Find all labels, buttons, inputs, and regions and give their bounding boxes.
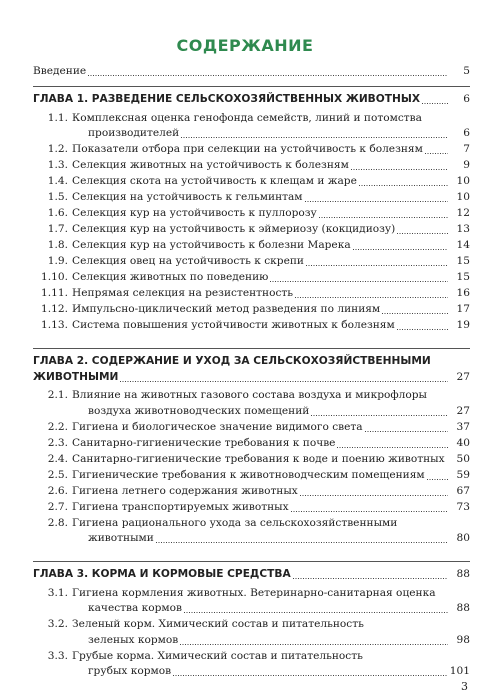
section-entry-text: Комплексная оценка генофонда семейств, линий и потомства: [72, 111, 422, 124]
chapter-rule: [33, 86, 470, 87]
section-entry-leader: [295, 297, 448, 298]
section-entry-text: Влияние на животных газового состава воздуха и микрофлоры: [72, 389, 427, 401]
section-entry-page: 59: [456, 468, 470, 481]
section-number: 3.3.: [47, 649, 68, 662]
section-entry-leader: [184, 612, 448, 613]
section-entry-leader: [365, 431, 448, 432]
section-number: 1.12.: [41, 303, 68, 315]
section-number: 2.8.: [47, 516, 68, 529]
section-entry-page: 14: [456, 239, 470, 251]
page-number: 3: [461, 680, 468, 693]
section-entry-leader: [180, 644, 448, 645]
section-entry-leader: [181, 137, 448, 138]
section-entry-page: 80: [456, 532, 470, 544]
section-entry-text: животными: [88, 532, 154, 544]
section-entry-leader: [300, 495, 448, 496]
section-entry-text: Гигиена летнего содержания животных: [72, 484, 298, 497]
chapter-title-page: 88: [456, 568, 470, 580]
chapter-title-leader: [422, 103, 448, 104]
section-entry-leader: [359, 185, 448, 186]
section-entry-text: Санитарно-гигиенические требования к почве: [72, 436, 336, 449]
section-number: 3.1.: [47, 586, 68, 599]
section-entry-leader: [319, 217, 448, 218]
chapter-title-page: 6: [463, 93, 470, 105]
section-number: 1.1.: [47, 111, 68, 124]
section-entry-page: 98: [456, 633, 470, 646]
section-entry-page: 9: [463, 159, 470, 171]
section-number: 1.13.: [41, 319, 68, 331]
section-entry-text: Селекция животных на устойчивость к болезням: [72, 159, 349, 171]
section-entry-text: Селекция на устойчивость к гельминтам: [72, 191, 303, 203]
section-entry-page: 15: [456, 255, 470, 267]
section-number: 1.6.: [47, 207, 68, 219]
section-entry-text: Зеленый корм. Химический состав и питательность: [72, 618, 364, 630]
section-number: 2.2.: [47, 420, 68, 433]
section-entry-page: 37: [456, 420, 470, 433]
section-entry-page: 17: [456, 303, 470, 315]
section-number: 1.3.: [47, 159, 68, 171]
section-entry-text: Импульсно-циклический метод разведения по линиям: [72, 303, 381, 315]
section-entry-leader: [427, 479, 448, 480]
section-entry-text: Селекция овец на устойчивость к скрепи: [72, 255, 304, 267]
section-number: 1.4.: [47, 175, 68, 187]
section-entry-page: 6: [463, 127, 470, 139]
section-number: 1.11.: [41, 287, 68, 299]
section-entry-page: 15: [456, 271, 470, 283]
section-entry-page: 101: [449, 665, 470, 677]
section-entry-leader: [311, 415, 448, 416]
page-title: СОДЕРЖАНИЕ: [176, 36, 314, 55]
chapter-title-text: ГЛАВА 3. КОРМА И КОРМОВЫЕ СРЕДСТВА: [33, 568, 291, 580]
section-entry-page: 16: [456, 287, 470, 299]
section-entry-text: воздуха животноводческих помещений: [88, 404, 310, 417]
section-entry-page: 12: [456, 207, 470, 219]
section-number: 1.7.: [47, 223, 68, 235]
section-entry-text: Селекция скота на устойчивость к клещам и жаре: [72, 175, 357, 187]
section-entry-page: 10: [456, 175, 470, 187]
section-number: 1.9.: [47, 255, 68, 267]
section-number: 1.5.: [47, 191, 68, 203]
section-entry-leader: [156, 542, 448, 543]
section-entry-leader: [382, 313, 448, 314]
section-number: 2.6.: [47, 484, 68, 497]
section-entry-page: 67: [456, 484, 470, 497]
section-entry-text: Показатели отбора при селекции на устойчивость к болезням: [72, 143, 423, 155]
section-entry-text: Селекция животных по поведению: [72, 271, 269, 283]
section-entry-text: Селекция кур на устойчивость к пуллорозу: [72, 207, 317, 219]
section-entry-leader: [173, 675, 448, 676]
section-entry-text: зеленых кормов: [88, 633, 179, 646]
section-entry-text: Гигиена транспортируемых животных: [72, 500, 289, 513]
section-entry-leader: [306, 265, 448, 266]
section-entry-page: 10: [456, 191, 470, 203]
section-entry-page: 19: [456, 319, 470, 331]
section-entry-page: 27: [456, 404, 470, 417]
section-entry-text: Непрямая селекция на резистентность: [72, 287, 294, 299]
section-entry-text: Гигиена рационального ухода за сельскохозяйственными: [72, 516, 398, 529]
chapter-title-text: ЖИВОТНЫМИ: [33, 370, 119, 383]
chapter-title-leader: [293, 578, 448, 579]
section-number: 1.8.: [47, 239, 68, 251]
chapter-title-leader: [120, 381, 448, 382]
chapter-rule: [33, 348, 470, 349]
section-number: 2.7.: [47, 500, 68, 513]
section-entry-text: Гигиенические требования к животноводческим помещениям: [72, 468, 425, 481]
section-number: 1.10.: [41, 271, 68, 283]
section-entry-text: Селекция кур на устойчивость к болезни Марека: [72, 239, 351, 251]
section-entry-text: грубых кормов: [88, 665, 172, 677]
section-entry-text: Селекция кур на устойчивость к эймериозу (кокцидиозу): [72, 223, 396, 235]
section-entry-text: Гигиена и биологическое значение видимого света: [72, 420, 363, 433]
section-entry-text: Система повышения устойчивости животных к болезням: [72, 319, 395, 331]
chapter-title-text: ГЛАВА 2. СОДЕРЖАНИЕ И УХОД ЗА СЕЛЬСКОХОЗЯЙСТВЕННЫМИ: [33, 355, 431, 367]
section-entry-page: 50: [456, 452, 470, 465]
section-entry-page: 13: [456, 223, 470, 235]
section-entry-leader: [337, 447, 448, 448]
section-number: 3.2.: [47, 618, 68, 630]
section-entry-leader: [397, 329, 448, 330]
chapter-rule: [33, 561, 470, 562]
section-entry-leader: [353, 249, 448, 250]
chapter-title-page: 27: [456, 370, 470, 383]
section-number: 2.5.: [47, 468, 68, 481]
intro-page: 5: [463, 65, 470, 77]
section-entry-text: Гигиена кормления животных. Ветеринарно-санитарная оценка: [72, 586, 436, 599]
section-entry-page: 88: [456, 602, 470, 614]
section-entry-text: производителей: [88, 127, 180, 139]
chapter-title-text: ГЛАВА 1. РАЗВЕДЕНИЕ СЕЛЬСКОХОЗЯЙСТВЕННЫХ ЖИВОТНЫХ: [33, 93, 420, 105]
section-entry-leader: [291, 511, 448, 512]
section-entry-text: качества кормов: [88, 602, 183, 614]
intro-leader: [88, 75, 448, 76]
section-entry-text: Грубые корма. Химический состав и питательность: [72, 649, 363, 662]
section-entry-leader: [305, 201, 448, 202]
section-entry-leader: [270, 281, 448, 282]
section-entry-page: 73: [456, 500, 470, 513]
section-entry-leader: [397, 233, 448, 234]
section-number: 2.1.: [47, 389, 68, 401]
section-number: 1.2.: [47, 143, 68, 155]
section-entry-leader: [351, 169, 448, 170]
section-number: 2.4.: [47, 452, 68, 465]
section-entry-page: 7: [463, 143, 470, 155]
section-entry-page: 40: [456, 436, 470, 449]
section-entry-text: Санитарно-гигиенические требования к воде и поению животных: [72, 452, 445, 465]
section-number: 2.3.: [47, 436, 68, 449]
section-entry-leader: [425, 153, 448, 154]
intro-text: Введение: [33, 65, 87, 77]
